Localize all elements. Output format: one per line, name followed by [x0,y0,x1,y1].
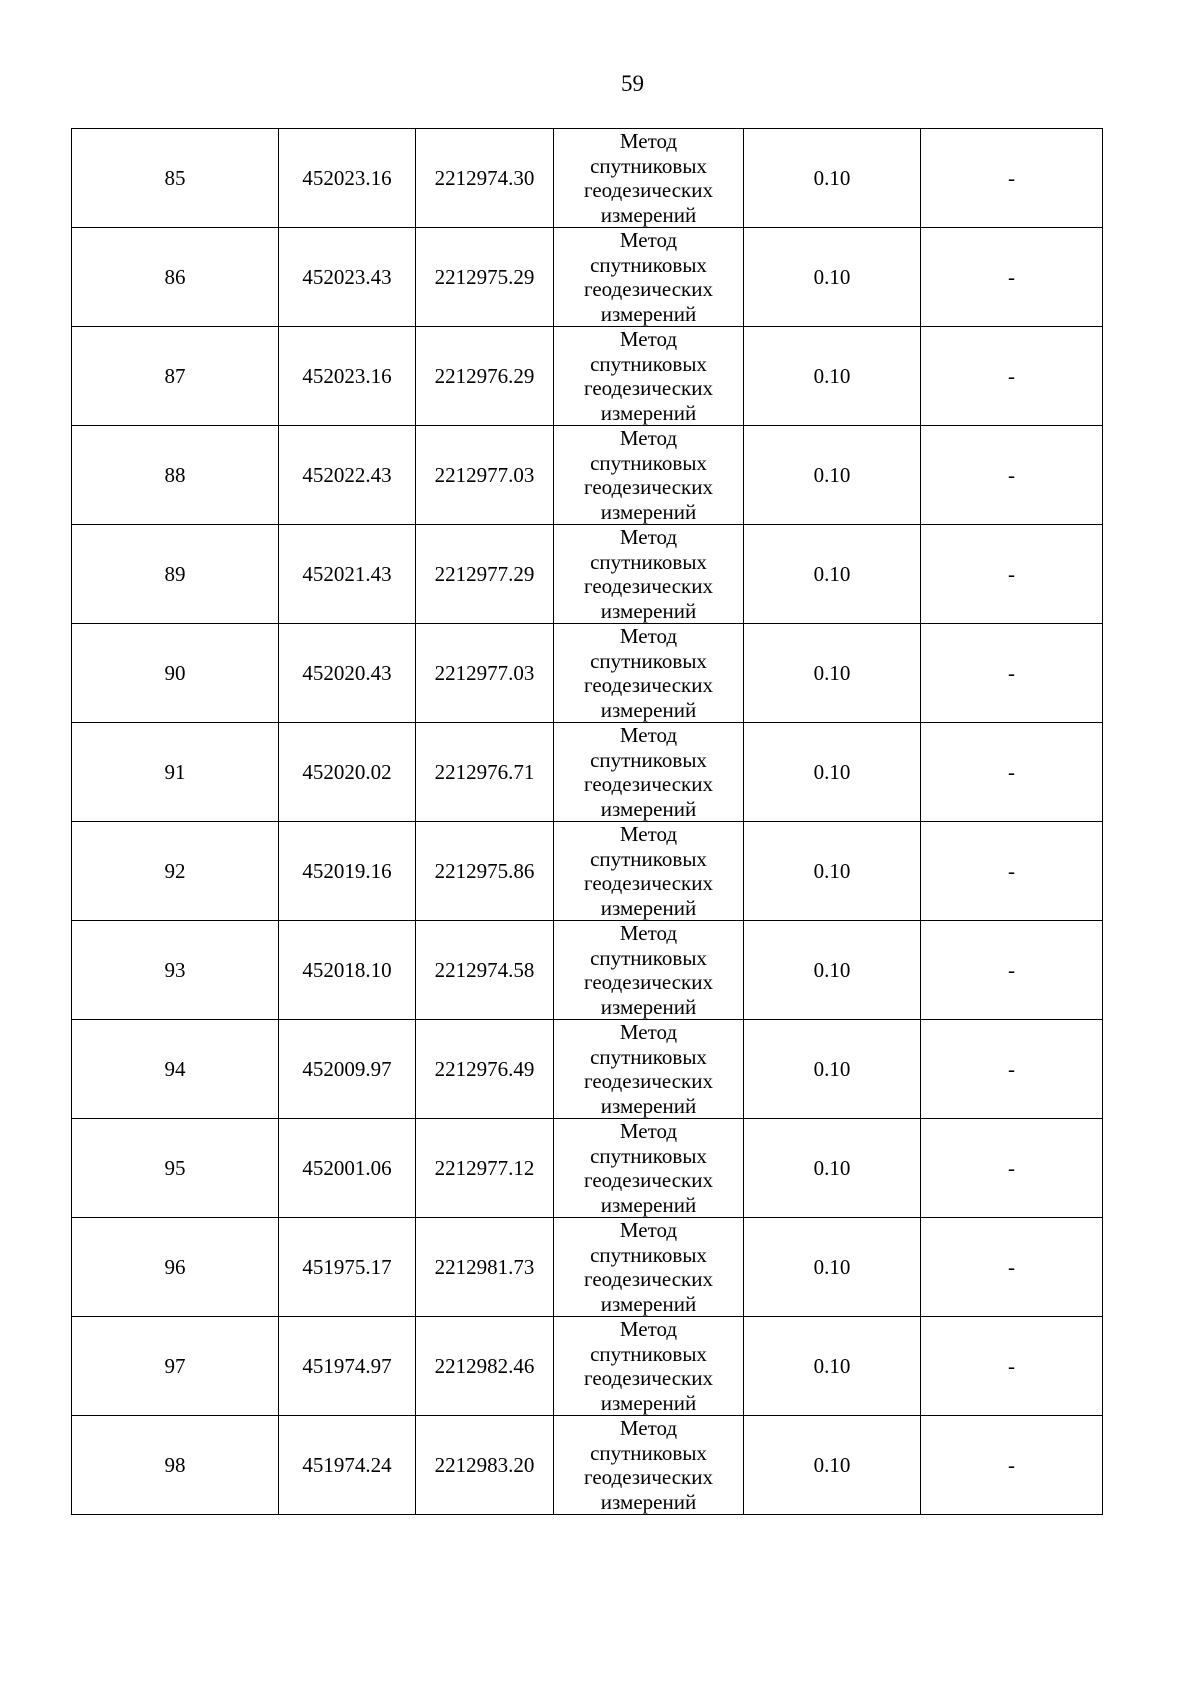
x-coordinate-cell: 452009.97 [279,1020,416,1119]
accuracy-cell: 0.10 [744,822,921,921]
x-coordinate-cell: 452021.43 [279,525,416,624]
note-cell: - [921,1020,1103,1119]
x-coordinate-cell: 452022.43 [279,426,416,525]
x-coordinate-cell: 452019.16 [279,822,416,921]
method-cell: Метод спутниковых геодезических измерений [554,921,744,1020]
point-number-cell: 94 [72,1020,279,1119]
table-row [72,426,1103,525]
accuracy-cell: 0.10 [744,525,921,624]
point-number-cell: 95 [72,1119,279,1218]
y-coordinate-cell: 2212977.03 [416,426,554,525]
x-coordinate-cell: 451974.97 [279,1317,416,1416]
note-cell: - [921,228,1103,327]
table-row [72,228,1103,327]
note-cell: - [921,1218,1103,1317]
point-number-cell: 91 [72,723,279,822]
table-row [72,624,1103,723]
note-cell: - [921,1416,1103,1515]
accuracy-cell: 0.10 [744,327,921,426]
method-cell: Метод спутниковых геодезических измерений [554,525,744,624]
note-cell: - [921,1119,1103,1218]
x-coordinate-cell: 452023.16 [279,129,416,228]
point-number-cell: 85 [72,129,279,228]
x-coordinate-cell: 451975.17 [279,1218,416,1317]
accuracy-cell: 0.10 [744,1119,921,1218]
note-cell: - [921,723,1103,822]
note-cell: - [921,1317,1103,1416]
method-cell: Метод спутниковых геодезических измерений [554,327,744,426]
point-number-cell: 90 [72,624,279,723]
note-cell: - [921,921,1103,1020]
page-number: 59 [621,71,644,96]
table-row [72,1119,1103,1218]
y-coordinate-cell: 2212981.73 [416,1218,554,1317]
y-coordinate-cell: 2212974.58 [416,921,554,1020]
method-cell: Метод спутниковых геодезических измерений [554,1416,744,1515]
point-number-cell: 93 [72,921,279,1020]
note-cell: - [921,525,1103,624]
point-number-cell: 88 [72,426,279,525]
method-cell: Метод спутниковых геодезических измерений [554,1119,744,1218]
note-cell: - [921,822,1103,921]
method-cell: Метод спутниковых геодезических измерений [554,1317,744,1416]
point-number-cell: 98 [72,1416,279,1515]
accuracy-cell: 0.10 [744,1020,921,1119]
y-coordinate-cell: 2212976.49 [416,1020,554,1119]
point-number-cell: 92 [72,822,279,921]
y-coordinate-cell: 2212976.71 [416,723,554,822]
table-row [72,1317,1103,1416]
method-cell: Метод спутниковых геодезических измерений [554,426,744,525]
y-coordinate-cell: 2212977.03 [416,624,554,723]
y-coordinate-cell: 2212974.30 [416,129,554,228]
y-coordinate-cell: 2212976.29 [416,327,554,426]
accuracy-cell: 0.10 [744,723,921,822]
point-number-cell: 89 [72,525,279,624]
x-coordinate-cell: 451974.24 [279,1416,416,1515]
table-row [72,723,1103,822]
x-coordinate-cell: 452023.16 [279,327,416,426]
x-coordinate-cell: 452001.06 [279,1119,416,1218]
table-row [72,1020,1103,1119]
point-number-cell: 96 [72,1218,279,1317]
y-coordinate-cell: 2212975.29 [416,228,554,327]
coordinates-table [71,128,1103,1515]
point-number-cell: 87 [72,327,279,426]
table-row [72,129,1103,228]
method-cell: Метод спутниковых геодезических измерений [554,228,744,327]
accuracy-cell: 0.10 [744,228,921,327]
y-coordinate-cell: 2212977.12 [416,1119,554,1218]
table-body [72,129,1103,1515]
table-row [72,822,1103,921]
x-coordinate-cell: 452020.43 [279,624,416,723]
table-row [72,1416,1103,1515]
accuracy-cell: 0.10 [744,1317,921,1416]
y-coordinate-cell: 2212977.29 [416,525,554,624]
method-cell: Метод спутниковых геодезических измерений [554,129,744,228]
accuracy-cell: 0.10 [744,1416,921,1515]
accuracy-cell: 0.10 [744,921,921,1020]
method-cell: Метод спутниковых геодезических измерений [554,723,744,822]
table-row [72,1218,1103,1317]
table-row [72,921,1103,1020]
method-cell: Метод спутниковых геодезических измерений [554,822,744,921]
accuracy-cell: 0.10 [744,426,921,525]
x-coordinate-cell: 452020.02 [279,723,416,822]
method-cell: Метод спутниковых геодезических измерений [554,624,744,723]
accuracy-cell: 0.10 [744,624,921,723]
table-row [72,327,1103,426]
note-cell: - [921,129,1103,228]
accuracy-cell: 0.10 [744,129,921,228]
point-number-cell: 97 [72,1317,279,1416]
x-coordinate-cell: 452018.10 [279,921,416,1020]
method-cell: Метод спутниковых геодезических измерений [554,1020,744,1119]
accuracy-cell: 0.10 [744,1218,921,1317]
point-number-cell: 86 [72,228,279,327]
x-coordinate-cell: 452023.43 [279,228,416,327]
note-cell: - [921,426,1103,525]
y-coordinate-cell: 2212975.86 [416,822,554,921]
note-cell: - [921,624,1103,723]
y-coordinate-cell: 2212982.46 [416,1317,554,1416]
method-cell: Метод спутниковых геодезических измерений [554,1218,744,1317]
y-coordinate-cell: 2212983.20 [416,1416,554,1515]
note-cell: - [921,327,1103,426]
table-row [72,525,1103,624]
